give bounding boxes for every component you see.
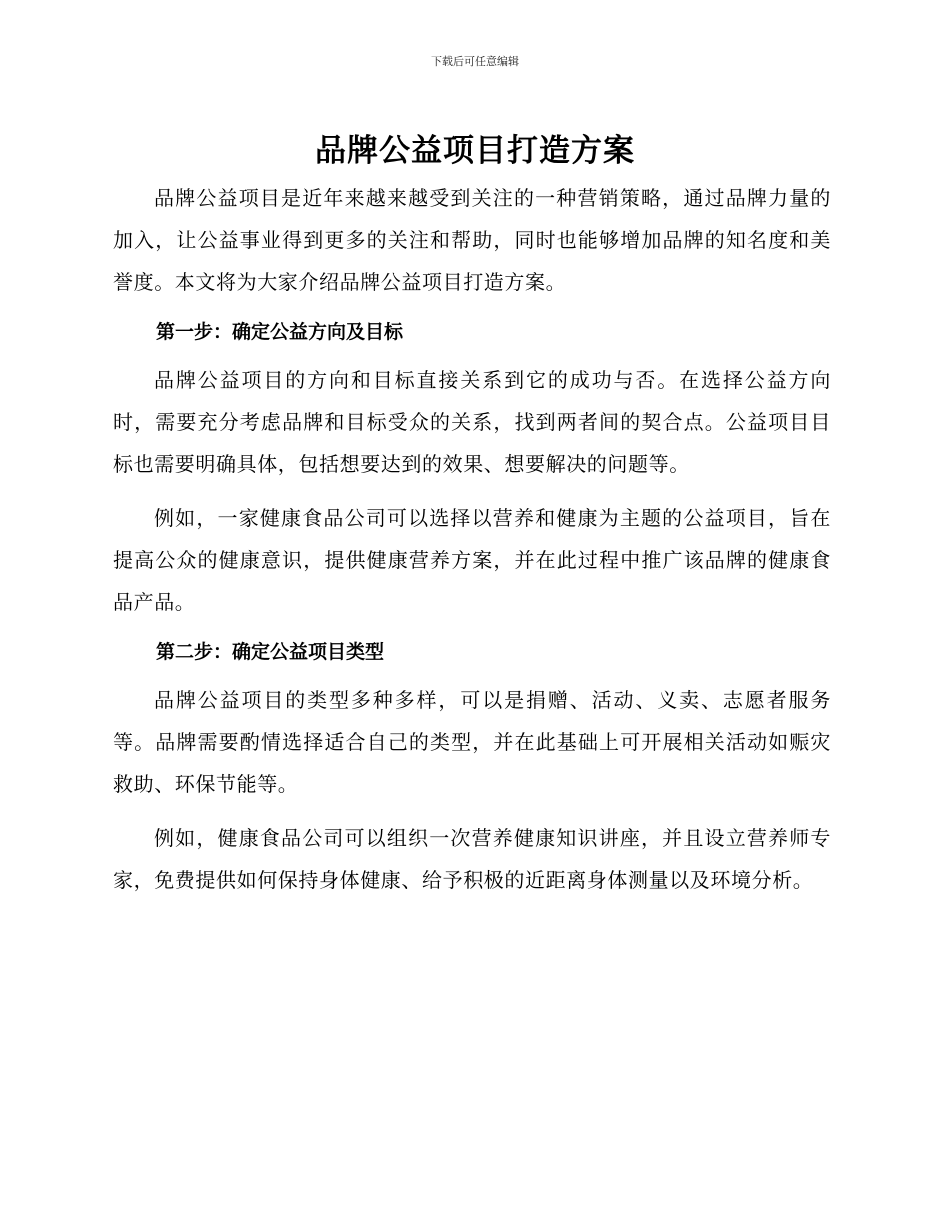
- section-2-paragraph-1: 品牌公益项目的类型多种多样，可以是捐赠、活动、义卖、志愿者服务等。品牌需要酌情选择适合自己的类型，并在此基础上可开展相关活动如赈灾救助、环保节能等。: [113, 688, 831, 796]
- section-1-paragraph-2: 例如，一家健康食品公司可以选择以营养和健康为主题的公益项目，旨在提高公众的健康意识，提供健康营养方案，并在此过程中推广该品牌的健康食品产品。: [113, 506, 831, 614]
- document-title: 品牌公益项目打造方案: [315, 133, 635, 169]
- intro-paragraph: 品牌公益项目是近年来越来越受到关注的一种营销策略，通过品牌力量的加入，让公益事业得到更多的关注和帮助，同时也能够增加品牌的知名度和美誉度。本文将为大家介绍品牌公益项目打造方案。: [113, 186, 831, 294]
- document-body: [113, 177, 831, 901]
- page-header-note: 下载后可任意编辑: [431, 55, 519, 68]
- section-2-paragraph-2: 例如，健康食品公司可以组织一次营养健康知识讲座，并且设立营养师专家，免费提供如何保持身体健康、给予积极的近距离身体测量以及环境分析。: [113, 826, 831, 892]
- section-heading-step-1: 第一步：确定公益方向及目标: [156, 321, 404, 343]
- section-heading-step-2: 第二步：确定公益项目类型: [156, 641, 385, 663]
- section-1-paragraph-1: 品牌公益项目的方向和目标直接关系到它的成功与否。在选择公益方向时，需要充分考虑品牌和目标受众的关系，找到两者间的契合点。公益项目目标也需要明确具体，包括想要达到的效果、想要解决的问题等。: [113, 368, 831, 476]
